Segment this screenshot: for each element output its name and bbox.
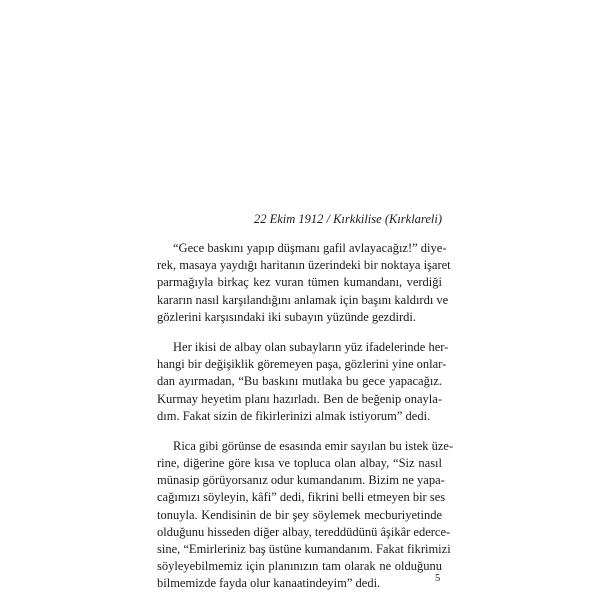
text-line: bilmemizde fayda olur kanaatindeyim” dedi. <box>157 576 381 591</box>
text-line: Kurmay heyetim planı hazırladı. Ben de beğenip onayla- <box>157 391 442 406</box>
text-line: söyleyebilmemiz için planınızın tam olarak ne olduğunu <box>157 559 442 574</box>
text-line: Her ikisi de albay olan subayların yüz ifadelerinde her- <box>173 339 449 354</box>
text-line: tonuyla. Kendisinin de bir şey söylemek mecburiyetinde <box>157 507 442 522</box>
text-line: kararın nasıl karşılandığını anlamak için başını kaldırdı ve <box>157 292 449 307</box>
text-line: dım. Fakat sizin de fikirlerinizi almak istiyorum” dedi. <box>157 408 431 423</box>
chapter-heading: 22 Ekim 1912 / Kırkkilise (Kırklareli) <box>253 212 442 226</box>
text-line: münasip görüyorsanız odur kumandanım. Bizim ne yapa- <box>157 473 445 488</box>
text-line: dan ayırmadan, “Bu baskını mutlaka bu gece yapacağız. <box>157 374 442 389</box>
text-line: parmağıyla birkaç kez vuran tümen kumandanı, verdiği <box>157 275 442 290</box>
paragraph-3 <box>157 438 454 593</box>
text-line: gözlerini karşısındaki iki subayın yüzünde gezdirdi. <box>157 309 416 324</box>
text-line: sine, “Emirleriniz baş üstüne kumandanım. Fakat fikrimizi <box>157 542 451 556</box>
paragraph-2 <box>157 339 449 425</box>
text-line: Rica gibi görünse de esasında emir sayılan bu istek üze- <box>173 438 454 453</box>
text-line: hangi bir değişiklik göremeyen paşa, gözlerini yine onlar- <box>157 357 447 372</box>
paragraph-1 <box>157 240 451 326</box>
text-line: cağımızı söyleyin, kâfi” dedi, fikrini belli etmeyen bir ses <box>157 490 446 505</box>
body-text <box>157 240 454 606</box>
text-line: rine, diğerine göre kısa ve topluca olan albay, “Siz nasıl <box>157 456 442 471</box>
text-line: rek, masaya yaydığı haritanın üzerindeki bir noktaya işaret <box>157 258 451 273</box>
page-number: 5 <box>435 573 441 584</box>
text-line: “Gece baskını yapıp düşmanı gafil avlayacağız!” diye- <box>173 241 447 255</box>
text-line: olduğunu hisseden diğer albay, tereddüdünü âşikâr ederce- <box>157 524 451 539</box>
